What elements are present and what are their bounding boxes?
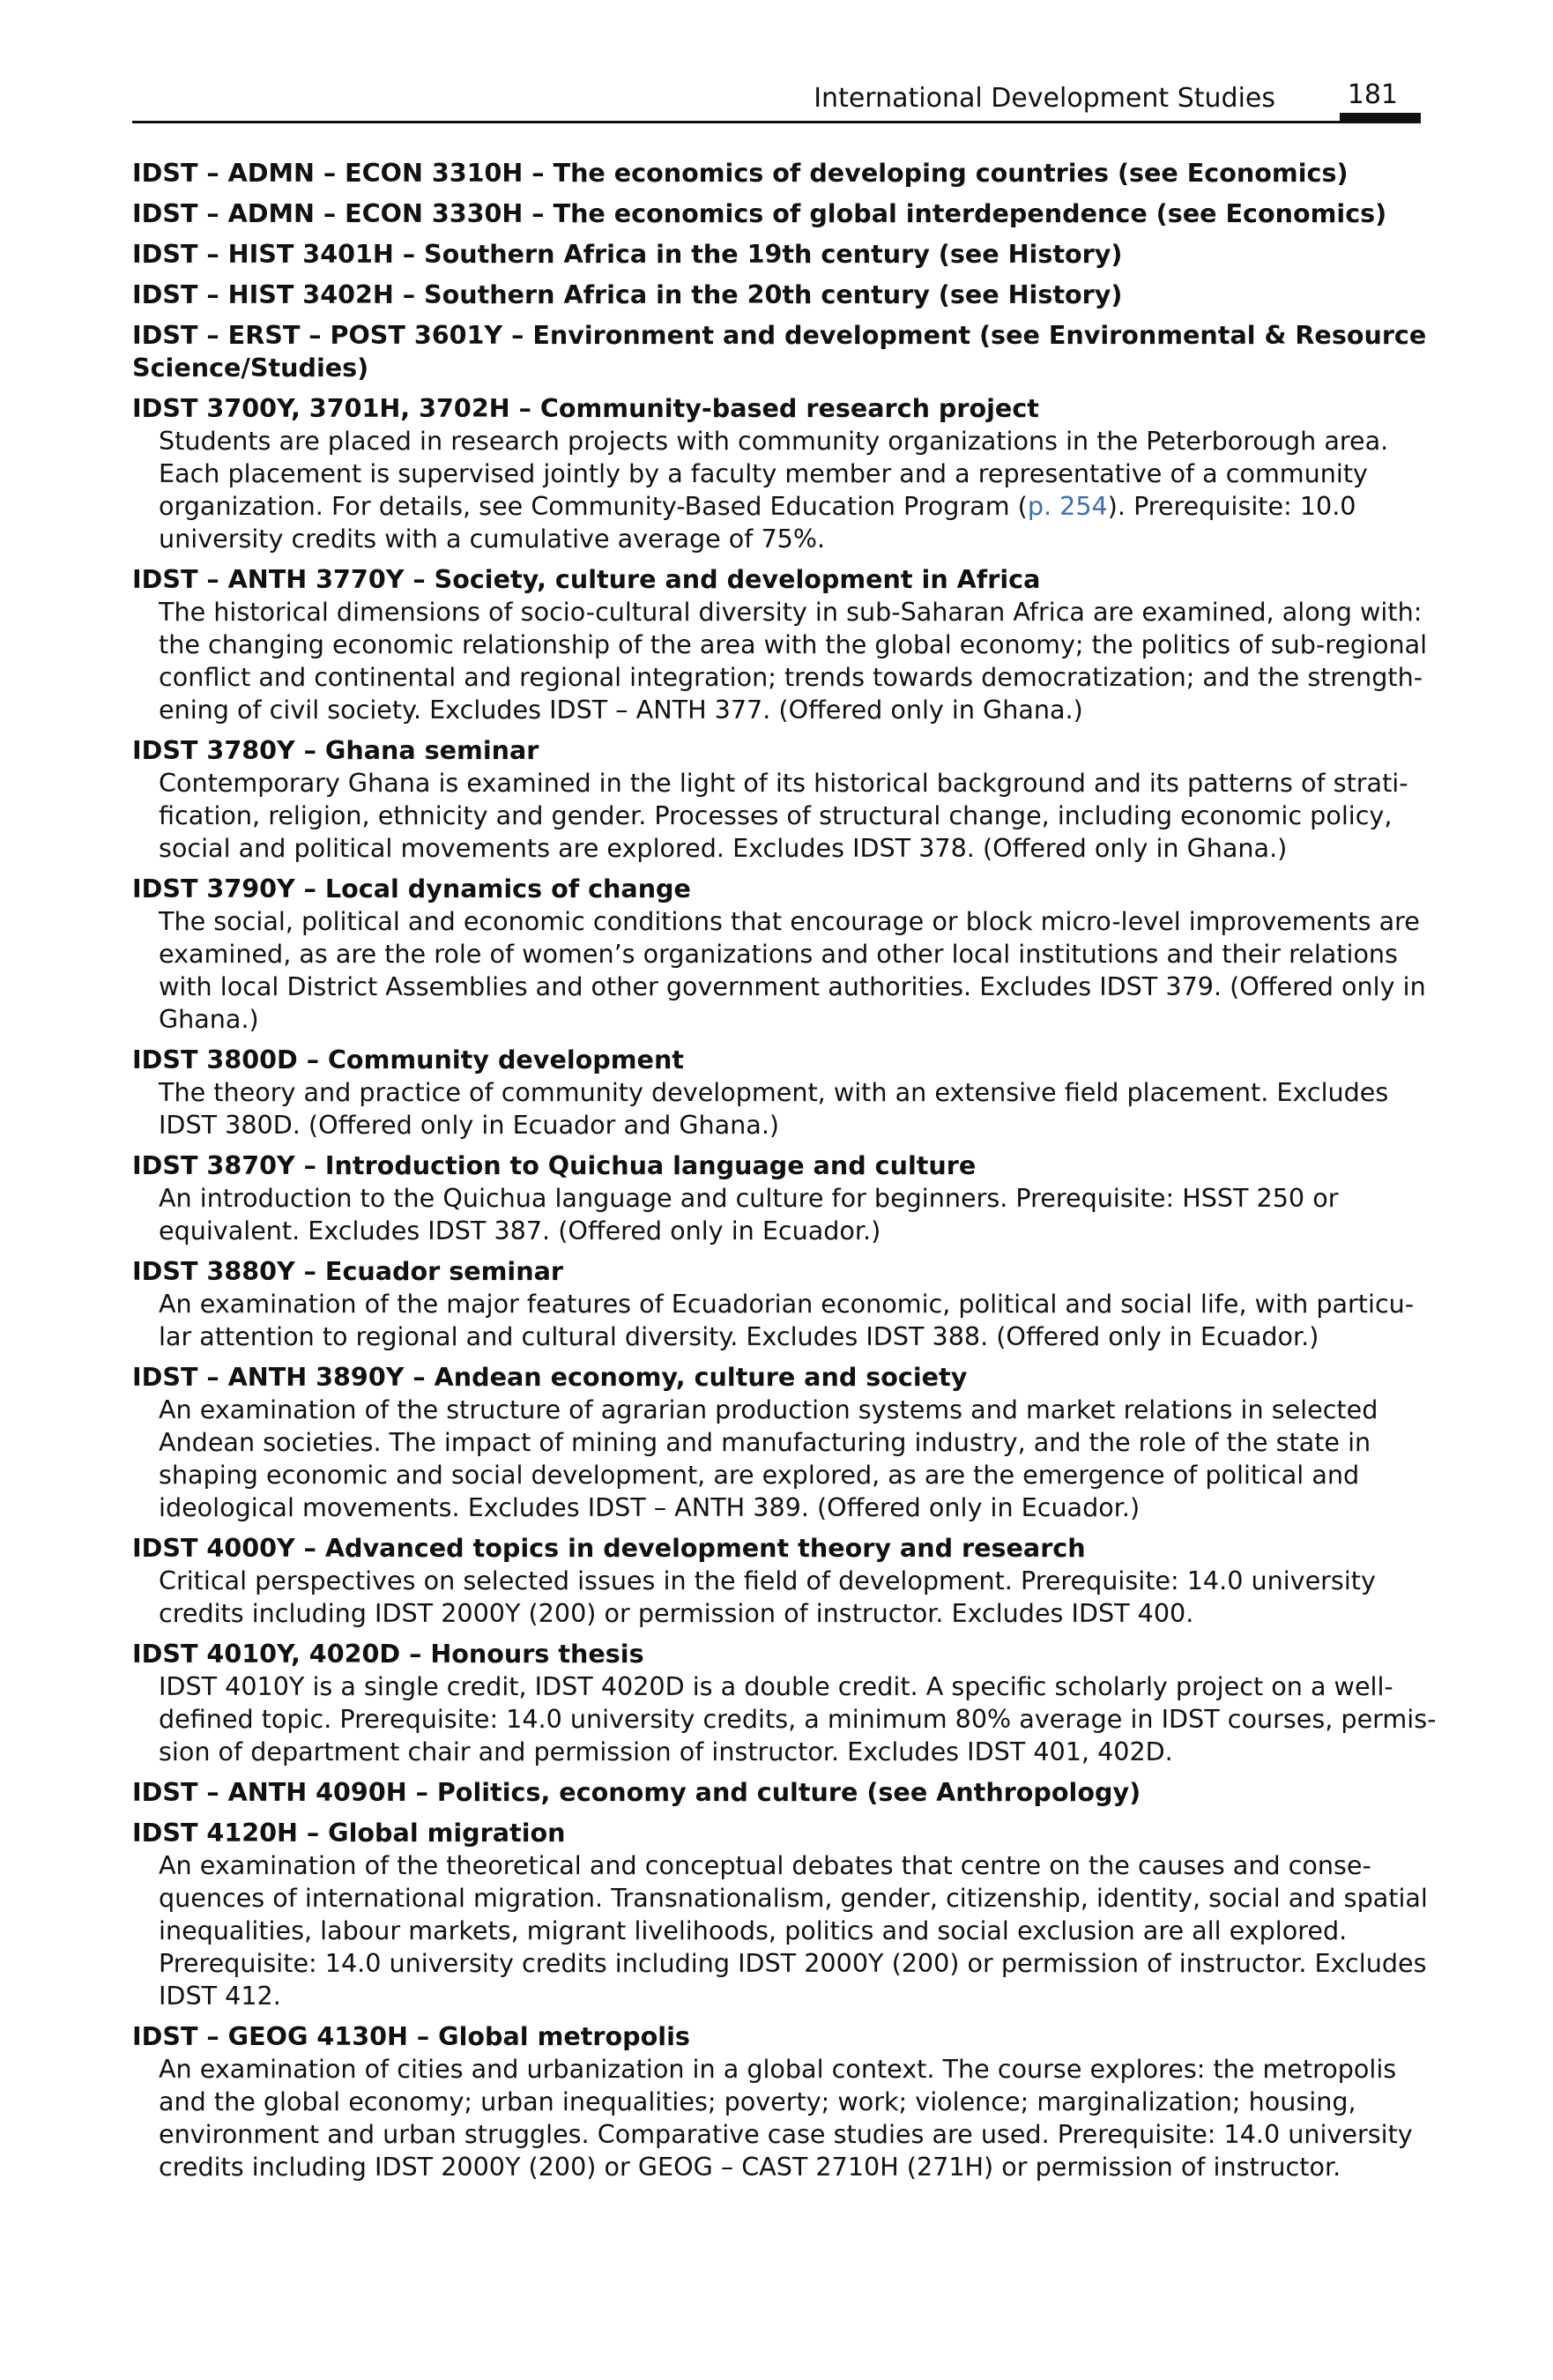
course-title-line: IDST – ERST – POST 3601Y – Environment and development (see Environmental & Resource xyxy=(132,320,1427,350)
description-line: credits including IDST 2000Y (200) or permission of instructor. Excludes IDST 400. xyxy=(159,1598,1194,1628)
description-line: IDST 380D. (Offered only in Ecuador and Ghana.) xyxy=(159,1110,780,1140)
course-title-line: IDST 4010Y, 4020D – Honours thesis xyxy=(132,1639,644,1669)
course-entry xyxy=(132,873,1426,1036)
course-entry xyxy=(132,157,1421,190)
course-title-line: IDST 3880Y – Ecuador seminar xyxy=(132,1256,563,1286)
course-title xyxy=(132,1817,1421,1849)
course-title xyxy=(132,279,1421,311)
course-entry xyxy=(132,2020,1421,2183)
description-line: Each placement is supervised jointly by a faculty member and a representative of a community xyxy=(159,458,1368,488)
course-title-line: IDST 3790Y – Local dynamics of change xyxy=(132,874,691,904)
course-title xyxy=(132,1638,1421,1670)
course-entry xyxy=(132,1255,1421,1353)
course-description xyxy=(159,1076,1421,1142)
course-entry xyxy=(132,563,1428,726)
course-title xyxy=(132,238,1421,271)
description-line xyxy=(159,490,1421,523)
course-entry xyxy=(132,1532,1421,1630)
description-line: ening of civil society. Excludes IDST – ANTH 377. (Offered only in Ghana.) xyxy=(159,695,1083,725)
description-line: examined, as are the role of women’s organizations and other local institutions and their relations xyxy=(159,939,1398,969)
description-line: lar attention to regional and cultural diversity. Excludes IDST 388. (Offered only in Ecuador.) xyxy=(159,1321,1319,1351)
course-description xyxy=(159,1849,1428,2012)
course-entry xyxy=(132,1361,1421,1524)
course-description xyxy=(159,1670,1437,1768)
course-entry xyxy=(132,1149,1421,1247)
description-line: conflict and continental and regional integration; trends towards democratization; and the strength- xyxy=(159,662,1423,692)
course-title xyxy=(132,392,1421,425)
description-text: ). Prerequisite: 10.0 xyxy=(1107,491,1356,521)
course-title-line: IDST – ADMN – ECON 3330H – The economics of global interdependence (see Economics) xyxy=(132,198,1387,228)
course-title-line: Science/Studies) xyxy=(132,353,369,383)
course-title-line: IDST – GEOG 4130H – Global metropolis xyxy=(132,2021,690,2051)
course-description xyxy=(159,2053,1421,2183)
course-title xyxy=(132,1149,1421,1182)
description-line: inequalities, labour markets, migrant livelihoods, politics and social exclusion are all explored. xyxy=(159,1915,1348,1945)
course-description xyxy=(159,1182,1421,1247)
course-title xyxy=(132,734,1421,767)
course-entry xyxy=(132,392,1421,555)
description-line: Ghana.) xyxy=(159,1004,259,1034)
course-title xyxy=(132,563,1421,596)
course-title-line: IDST 3700Y, 3701H, 3702H – Community-based research project xyxy=(132,393,1039,423)
course-entry xyxy=(132,1044,1421,1142)
course-title-line: IDST – ADMN – ECON 3310H – The economics of developing countries (see Economics) xyxy=(132,158,1349,188)
course-title-line: IDST 3800D – Community development xyxy=(132,1045,684,1075)
course-title xyxy=(132,873,1421,905)
description-line: Critical perspectives on selected issues in the field of development. Prerequisite: 14.0 university xyxy=(159,1566,1376,1595)
course-title xyxy=(132,197,1421,230)
description-line: equivalent. Excludes IDST 387. (Offered only in Ecuador.) xyxy=(159,1216,881,1246)
description-line: Contemporary Ghana is examined in the light of its historical background and its patterns of strati- xyxy=(159,768,1408,798)
header-rule xyxy=(132,121,1421,123)
header-tab-marker xyxy=(1340,113,1421,123)
course-title-line: IDST 3870Y – Introduction to Quichua language and culture xyxy=(132,1150,977,1180)
course-description xyxy=(159,596,1428,726)
course-title-line: IDST 4000Y – Advanced topics in development theory and research xyxy=(132,1533,1086,1563)
course-title-line: IDST 4120H – Global migration xyxy=(132,1818,566,1848)
course-entry xyxy=(132,279,1421,311)
description-line: environment and urban struggles. Comparative case studies are used. Prerequisite: 14.0 university xyxy=(159,2119,1413,2149)
course-title-line: IDST – ANTH 4090H – Politics, economy and culture (see Anthropology) xyxy=(132,1777,1141,1807)
course-description xyxy=(159,1394,1421,1524)
description-line: An introduction to the Quichua language and culture for beginners. Prerequisite: HSST 250 or xyxy=(159,1183,1339,1213)
description-line: the changing economic relationship of the area with the global economy; the politics of sub-regional xyxy=(159,629,1428,659)
running-head: International Development Studies xyxy=(814,83,1275,114)
page-reference-link[interactable]: p. 254 xyxy=(1027,491,1108,521)
description-line: Students are placed in research projects with community organizations in the Peterborough area. xyxy=(159,426,1389,456)
description-line: An examination of cities and urbanization in a global context. The course explores: the metropolis xyxy=(159,2054,1397,2084)
course-title-line: IDST – ANTH 3890Y – Andean economy, culture and society xyxy=(132,1362,968,1392)
course-description xyxy=(159,1288,1421,1353)
description-line: An examination of the major features of Ecuadorian economic, political and social life, with particu- xyxy=(159,1289,1415,1319)
course-entry xyxy=(132,197,1421,230)
description-line: The historical dimensions of socio-cultural diversity in sub-Saharan Africa are examined, along with: xyxy=(159,597,1423,627)
course-description xyxy=(159,1565,1421,1630)
description-line: social and political movements are explored. Excludes IDST 378. (Offered only in Ghana.) xyxy=(159,833,1288,863)
course-title xyxy=(132,1361,1421,1394)
course-title xyxy=(132,2020,1421,2053)
description-line: The social, political and economic conditions that encourage or block micro-level improvements are xyxy=(159,906,1420,936)
description-line: shaping economic and social development, are explored, as are the emergence of political and xyxy=(159,1460,1360,1490)
course-title-line: IDST – ANTH 3770Y – Society, culture and development in Africa xyxy=(132,564,1041,594)
description-line: university credits with a cumulative average of 75%. xyxy=(159,524,826,554)
description-line: quences of international migration. Transnationalism, gender, citizenship, identity, social and spatial xyxy=(159,1883,1428,1913)
description-line: defined topic. Prerequisite: 14.0 university credits, a minimum 80% average in IDST courses, permis- xyxy=(159,1704,1437,1734)
description-line: ideological movements. Excludes IDST – ANTH 389. (Offered only in Ecuador.) xyxy=(159,1492,1141,1522)
description-line: Andean societies. The impact of mining and manufacturing industry, and the role of the state in xyxy=(159,1427,1371,1457)
description-line: credits including IDST 2000Y (200) or GEOG – CAST 2710H (271H) or permission of instructor. xyxy=(159,2152,1341,2182)
description-line: IDST 412. xyxy=(159,1981,281,2011)
description-text: organization. For details, see Community-Based Education Program ( xyxy=(159,491,1028,521)
course-description xyxy=(159,767,1421,865)
course-description xyxy=(159,905,1426,1036)
course-list xyxy=(132,157,1437,2191)
course-title xyxy=(132,157,1421,190)
course-title xyxy=(132,319,1427,384)
course-entry xyxy=(132,319,1427,384)
course-title-line: IDST 3780Y – Ghana seminar xyxy=(132,735,539,765)
course-entry xyxy=(132,1817,1428,2012)
course-entry xyxy=(132,238,1421,271)
description-line: sion of department chair and permission of instructor. Excludes IDST 401, 402D. xyxy=(159,1737,1173,1766)
page-header xyxy=(132,78,1421,123)
description-line: Prerequisite: 14.0 university credits including IDST 2000Y (200) or permission of instructor. Excludes xyxy=(159,1948,1427,1978)
course-description xyxy=(159,425,1421,555)
page-number: 181 xyxy=(1347,79,1398,110)
course-entry xyxy=(132,1776,1421,1809)
course-title-line: IDST – HIST 3401H – Southern Africa in the 19th century (see History) xyxy=(132,239,1123,269)
description-line: and the global economy; urban inequalities; poverty; work; violence; marginalization; housing, xyxy=(159,2086,1356,2116)
description-line: The theory and practice of community development, with an extensive field placement. Excludes xyxy=(159,1077,1389,1107)
course-title xyxy=(132,1044,1421,1076)
description-line: IDST 4010Y is a single credit, IDST 4020D is a double credit. A specific scholarly project on a well- xyxy=(159,1671,1393,1701)
course-title xyxy=(132,1255,1421,1288)
course-entry xyxy=(132,1638,1437,1768)
description-line: An examination of the structure of agrarian production systems and market relations in selected xyxy=(159,1395,1378,1424)
description-line: An examination of the theoretical and conceptual debates that centre on the causes and conse- xyxy=(159,1850,1371,1880)
course-title-line: IDST – HIST 3402H – Southern Africa in the 20th century (see History) xyxy=(132,279,1123,309)
description-line: with local District Assemblies and other government authorities. Excludes IDST 379. (Offered only in xyxy=(159,971,1426,1001)
course-title xyxy=(132,1532,1421,1565)
course-entry xyxy=(132,734,1421,865)
course-title xyxy=(132,1776,1421,1809)
description-line: fication, religion, ethnicity and gender. Processes of structural change, including economic policy, xyxy=(159,800,1393,830)
